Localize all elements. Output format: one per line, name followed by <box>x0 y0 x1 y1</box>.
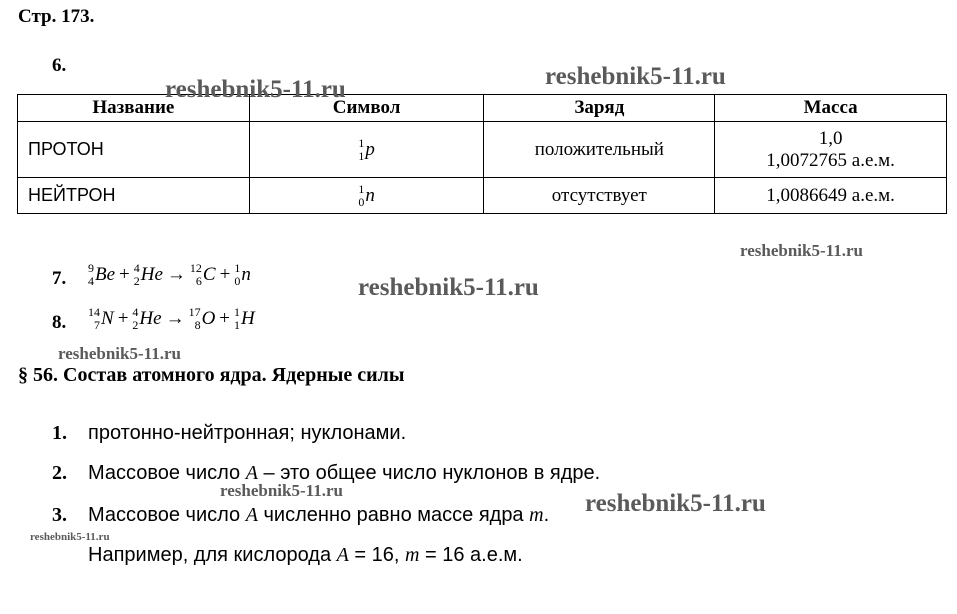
arrow-icon: → <box>165 308 185 329</box>
particle-mass <box>715 122 947 178</box>
charge-number: 2 <box>132 318 139 332</box>
header-symbol: Символ <box>249 95 484 122</box>
particle-name: ПРОТОН <box>18 122 250 178</box>
watermark: reshebnik5-11.ru <box>30 531 110 543</box>
page-label: Стр. 173. <box>18 6 95 27</box>
reaction-8 <box>88 306 255 332</box>
element-symbol: C <box>202 264 216 285</box>
watermark: reshebnik5-11.ru <box>358 274 539 301</box>
watermark: reshebnik5-11.ru <box>740 241 863 260</box>
variable-m: m <box>529 504 544 526</box>
mass-number: 14 <box>88 305 100 319</box>
watermark: reshebnik5-11.ru <box>585 490 766 517</box>
list-item <box>52 422 406 445</box>
item-number: 1. <box>52 422 67 444</box>
nuclide-symbol <box>358 137 375 163</box>
mass-number: 1 <box>358 135 365 150</box>
nuclide <box>190 262 216 288</box>
symbol-letter: n <box>365 184 375 206</box>
element-symbol: He <box>139 308 162 329</box>
nuclide <box>88 262 115 288</box>
particle-mass: 1,0086649 а.е.м. <box>715 178 947 214</box>
symbol-letter: p <box>365 138 375 160</box>
charge-number: 1 <box>234 318 241 332</box>
header-mass: Масса <box>715 95 947 122</box>
item-text: Массовое число <box>88 462 246 484</box>
item-text: численно равно массе ядра <box>257 504 530 526</box>
element-symbol: Be <box>95 264 116 285</box>
nuclide-symbol <box>358 183 375 209</box>
item-text: – это общее число нуклонов в ядре. <box>257 462 601 484</box>
plus-sign: + <box>219 308 231 329</box>
element-symbol: n <box>241 264 251 285</box>
element-symbol: He <box>140 264 163 285</box>
table-row <box>18 178 947 214</box>
charge-number: 8 <box>194 318 201 332</box>
header-charge: Заряд <box>484 95 715 122</box>
element-symbol: O <box>201 308 216 329</box>
mass-number: 1 <box>234 261 241 275</box>
watermark: reshebnik5-11.ru <box>545 63 726 90</box>
reaction-7 <box>88 262 251 288</box>
mass-number: 12 <box>189 261 202 275</box>
plus-sign: + <box>219 264 231 285</box>
particle-symbol <box>249 122 484 178</box>
charge-number: 4 <box>88 274 94 288</box>
charge-number: 2 <box>133 274 140 288</box>
task-8-number: 8. <box>52 312 67 333</box>
particle-symbol <box>249 178 484 214</box>
element-symbol: N <box>101 308 114 329</box>
charge-number: 7 <box>94 318 100 332</box>
mass-number: 1 <box>234 305 241 319</box>
task-6-number: 6. <box>52 55 67 76</box>
mass-number: 17 <box>188 305 201 319</box>
item-number: 3. <box>52 504 67 526</box>
mass-number: 4 <box>133 261 140 275</box>
section-title: § 56. Состав атомного ядра. Ядерные силы <box>18 364 405 386</box>
task-7-number: 7. <box>52 268 67 289</box>
nuclide <box>132 306 161 332</box>
example-text: = 16 а.е.м. <box>419 544 523 566</box>
particle-charge: положительный <box>484 122 715 178</box>
item-text: . <box>543 504 550 526</box>
item-text: Массовое число <box>88 504 246 526</box>
charge-number: 1 <box>358 148 365 163</box>
nuclide <box>134 262 163 288</box>
variable-A: A <box>336 544 349 566</box>
example-text: Например, для кислорода <box>88 544 337 566</box>
plus-sign: + <box>117 308 129 329</box>
table-row <box>18 122 947 178</box>
header-name: Название <box>18 95 250 122</box>
watermark: reshebnik5-11.ru <box>165 76 346 103</box>
plus-sign: + <box>119 264 130 285</box>
arrow-icon: → <box>166 264 186 285</box>
nuclide <box>234 306 255 332</box>
variable-m: m <box>405 544 420 566</box>
variable-A: A <box>245 504 258 526</box>
table-header-row <box>18 95 947 122</box>
watermark: reshebnik5-11.ru <box>220 481 343 500</box>
mass-value: 1,0072765 а.е.м. <box>766 149 895 171</box>
particle-name: НЕЙТРОН <box>18 178 250 214</box>
element-symbol: H <box>241 308 255 329</box>
charge-number: 6 <box>195 274 202 288</box>
item-text: протонно-нейтронная; нуклонами. <box>88 422 407 444</box>
particles-table <box>17 94 947 214</box>
example-text: = 16, <box>348 544 405 566</box>
nuclide <box>189 306 216 332</box>
list-item <box>52 504 549 527</box>
particle-charge: отсутствует <box>484 178 715 214</box>
watermark: reshebnik5-11.ru <box>58 344 181 363</box>
charge-number: 0 <box>358 194 365 209</box>
mass-number: 9 <box>88 261 94 275</box>
variable-A: A <box>245 462 258 484</box>
nuclide <box>234 262 251 288</box>
mass-number: 4 <box>132 305 139 319</box>
mass-value: 1,0 <box>818 127 843 149</box>
item-number: 2. <box>52 462 67 484</box>
nuclide <box>88 306 114 332</box>
charge-number: 0 <box>234 274 241 288</box>
mass-number: 1 <box>358 181 365 196</box>
example-line <box>88 544 523 567</box>
